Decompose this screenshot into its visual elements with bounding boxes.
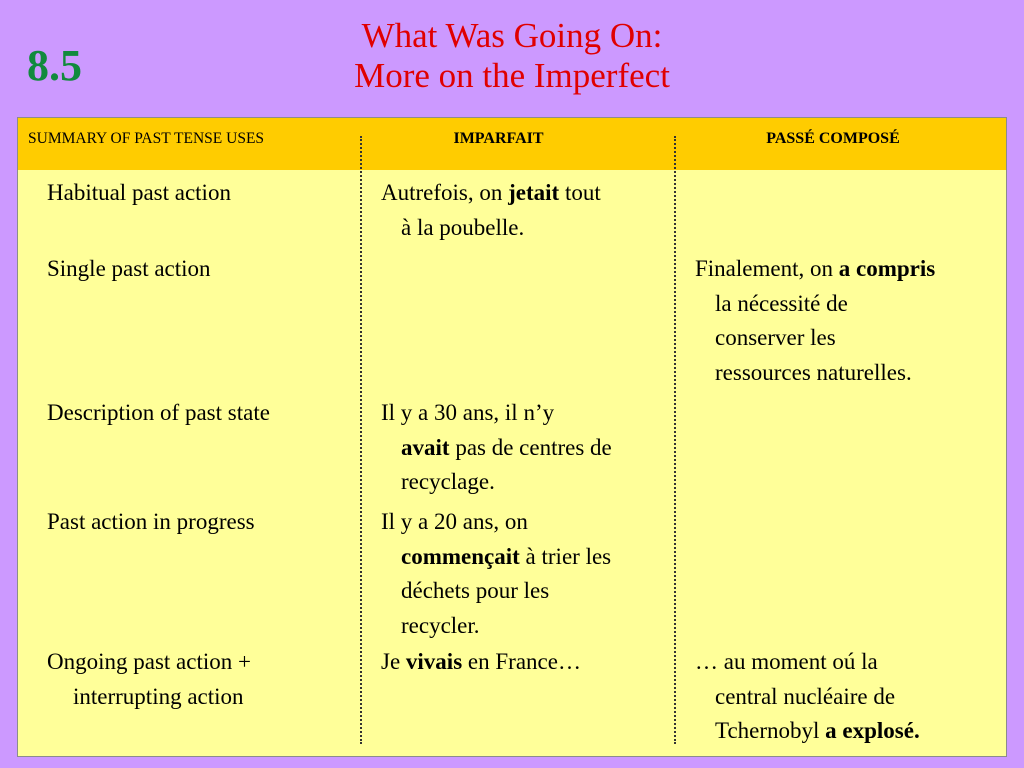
imparfait-example-line [381, 211, 601, 246]
passe-compose-example-line [695, 645, 920, 680]
column-divider [360, 136, 362, 744]
text-segment: Autrefois, on [381, 180, 509, 205]
imparfait-example-line [381, 396, 612, 431]
imparfait-example-line [381, 540, 611, 575]
slide-title-line-1: What Was Going On: [361, 16, 663, 55]
imparfait-example-line [381, 609, 611, 644]
passe-compose-example-line [695, 287, 935, 322]
verb-form: jetait [508, 180, 560, 205]
text-segment: Je [381, 649, 406, 674]
row-use-text: interrupting action [73, 683, 244, 709]
passe-compose-example-line [695, 680, 920, 715]
imparfait-example-line [381, 505, 611, 540]
slide-number: 8.5 [27, 41, 82, 90]
row-use-text: Habitual past action [47, 180, 231, 205]
text-segment: à trier les [519, 543, 612, 569]
imparfait-example-line [381, 574, 611, 609]
table-header [18, 118, 1006, 170]
imparfait-example [381, 505, 611, 643]
row-use-text: Past action in progress [47, 509, 255, 534]
text-segment: recycler. [401, 612, 480, 638]
row-use-cell [47, 396, 270, 431]
text-segment: recyclage. [401, 469, 495, 494]
text-segment: déchets pour les [401, 578, 550, 603]
slide-title [0, 16, 1024, 96]
header-uses: SUMMARY OF PAST TENSE USES [28, 130, 265, 147]
text-segment: Il y a 20 ans, on [381, 509, 528, 534]
row-use-text: Single past action [47, 256, 211, 281]
slide-title-line-2: More on the Imperfect [354, 56, 670, 95]
passe-compose-example-line [695, 714, 920, 749]
column-divider [674, 136, 676, 744]
passe-compose-example [695, 645, 920, 749]
header-passe-compose: PASSÉ COMPOSÉ [766, 130, 900, 147]
text-segment: Il y a 30 ans, il n’y [381, 400, 555, 425]
imparfait-example [381, 176, 601, 245]
imparfait-example-line [381, 465, 612, 500]
summary-table [17, 117, 1007, 757]
imparfait-example-line [381, 431, 612, 466]
text-segment: pas de centres de [449, 434, 612, 460]
row-use-text: Description of past state [47, 400, 270, 425]
header-imparfait: IMPARFAIT [453, 130, 544, 147]
row-use-cell [47, 505, 255, 540]
passe-compose-example-line [695, 321, 935, 356]
text-segment: la nécessité de [715, 290, 848, 316]
text-segment: en France… [462, 649, 581, 674]
imparfait-example [381, 396, 612, 500]
row-use-cell [47, 645, 251, 714]
row-use-cell [47, 176, 231, 211]
text-segment: … au moment oú la [695, 649, 878, 674]
text-segment: central nucléaire de [715, 683, 896, 709]
text-segment: ressources naturelles. [715, 359, 912, 385]
passe-compose-example-line [695, 356, 935, 391]
verb-form: a explosé. [825, 718, 920, 743]
row-use-cell [47, 252, 211, 287]
passe-compose-example [695, 252, 935, 390]
verb-form: a compris [838, 256, 936, 281]
verb-form: commençait [401, 543, 520, 569]
text-segment: Tchernobyl [715, 718, 826, 743]
row-use-text: Ongoing past action + [47, 649, 251, 674]
text-segment: Finalement, on [695, 256, 839, 281]
verb-form: vivais [405, 649, 463, 674]
imparfait-example-line [381, 176, 601, 211]
imparfait-example [381, 645, 581, 680]
imparfait-example-line [381, 645, 581, 680]
text-segment: conserver les [715, 325, 836, 350]
text-segment: à la poubelle. [401, 214, 525, 240]
text-segment: tout [559, 180, 601, 205]
verb-form: avait [401, 434, 450, 460]
passe-compose-example-line [695, 252, 935, 287]
